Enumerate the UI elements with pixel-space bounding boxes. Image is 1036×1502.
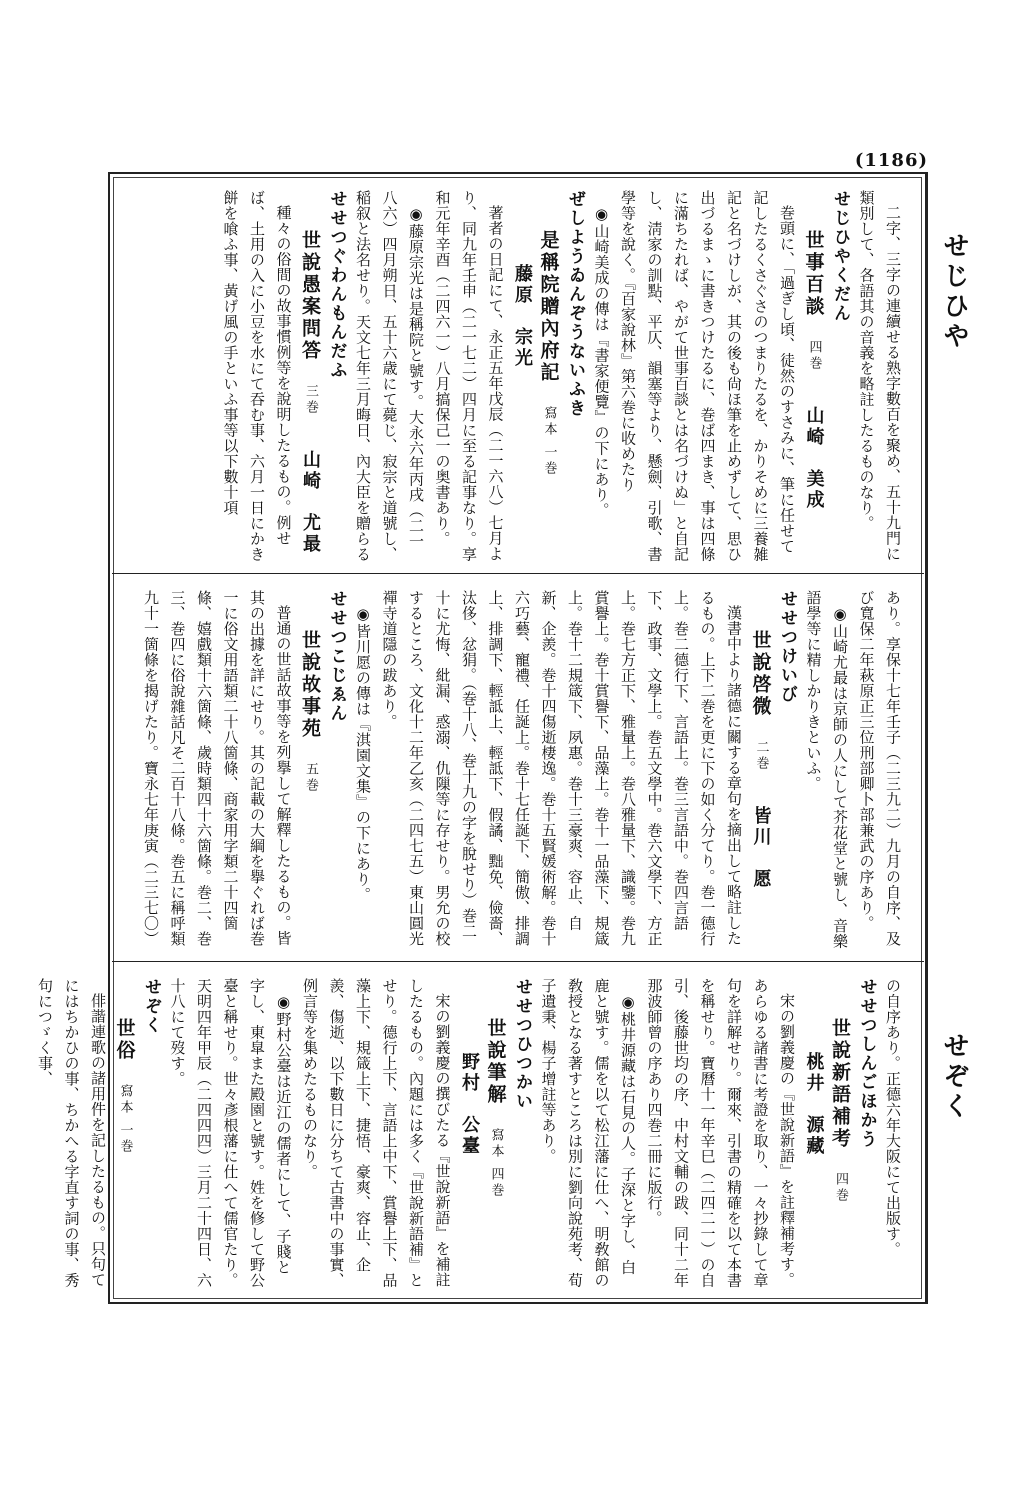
page-number: (1186) <box>854 150 928 171</box>
entry-paragraph: 普通の世話故事等を列擧して解釋したるもの。皆其の出據を詳にせり。其の記載の大綱を擧ぐれば巻一に俗文用語類二十八箇條、商家用字類二十四箇條、嬉戲類十六箇條、歲時類四十六箇條。巻二、巻三、巻四に俗說雜話凡そ二百十八條。巻五に稱呼類九十一箇條を揭げたり。寶永七年庚寅（二三七〇） <box>142 590 293 947</box>
tier-upper <box>112 176 924 574</box>
entry-paragraph: の自序あり。正德六年大阪にて出版す。 <box>884 978 902 1257</box>
entry-author: 山崎 美成 <box>803 406 825 511</box>
entry-title <box>297 590 324 951</box>
entry-volume-count: 四巻 <box>833 1172 848 1204</box>
entry-paragraph: 巻頭に、「過ぎし頃、徒然のすさみに、筆に任せて記したるくさぐさのつまりたるを、かりそめに三養雑記と名づけしが、其の後も尙ほ筆を止めずして、思ひ出づるまゝに書きつけたるに、巻ば四まき、事は四條に滿ちたれば、やがて世事百談とは名づけぬ」と自記し、淸家の訓點、平仄、韻塞等より、懸劍、引歌、書學等を說く。『百家說林』第六巻に收めたり <box>619 190 796 562</box>
entry-paragraph: 俳諧連歌の諸用件を記したるもの。只句てにはちかひの事、ちかへる字直す詞の事、秀句につゞく事、 <box>36 978 107 1288</box>
entry-title-text: 世說故事苑 <box>299 630 321 740</box>
entry-paragraph: ◉山崎美成の傳は『書家便覽』の下にあり。 <box>592 205 611 518</box>
entry-title-text: 是稱院贈內府記 <box>537 230 560 384</box>
running-head-top: せじひや <box>939 232 969 352</box>
entry-paragraph: ◉山崎尤最は京師の人にして芥花堂と號し、音樂語學等に精しかりきといふ。 <box>804 590 849 949</box>
entry-paragraph: 宋の劉義慶の『世說新語』を註釋補考す。あらゆる諸書に考證を取り、一々抄錄して章句を詳解せり。爾來、引書の精確を以て本書を稱せり。寶曆十一年辛巳（二四二一）の自引、後藤世均の序、中村文輔の跋、同十二年那波師曾の序あり四巻二冊に版行。 <box>645 978 796 1288</box>
entry-volume-count: 寫本 四巻 <box>488 1128 504 1200</box>
running-head-bottom: せぞく <box>939 1032 969 1122</box>
tier-lower-text <box>36 964 924 1300</box>
entry-title <box>456 978 509 1290</box>
entry-headword: せじひやくだん <box>830 190 850 323</box>
entry-author: 山崎 尤最 <box>300 450 321 555</box>
entry-title <box>509 190 562 563</box>
entry-volume-count: 三巻 <box>303 384 318 416</box>
entry-headword: ぜしようゐんぞうないふき <box>565 190 585 418</box>
entry-headword: せせつぐわんもんだふ <box>326 190 347 380</box>
tier-middle <box>112 576 924 962</box>
tier-middle-text <box>112 576 924 961</box>
entry-paragraph: あり。享保十七年壬子（二三九二）九月の自序、及び寬保二年萩原正三位刑部卿卜部兼武の序あり。 <box>857 590 902 947</box>
entry-title <box>297 190 324 563</box>
entry-title-text: 世說新語補考 <box>829 1018 851 1150</box>
entry-title <box>800 978 853 1290</box>
entry-headword: せせつひつかい <box>512 978 532 1111</box>
entry-title-text: 世俗 <box>113 1018 136 1062</box>
entry-paragraph: 漢書中より諸德に關する章句を摘出して略註したるもの。上下二巻を更に下の如く分てり。巻一德行上。巻二德行下、言語上。巻三言語中。巻四言語下、政事、文學上。巻五文學中。巻六文學下、方正上。巻七方正下、雅量上。巻八雅量下、識鑒。巻九賞譽上。巻十賞譽下、品藻上。巻十一品藻下、規箴上。巻十二規箴下、夙惠。巻十三豪爽、容止、自新、企羨。巻十四傷逝棲逸。巻十五賢媛術解。巻十六巧藝、寵禮、任誕上。巻十七任誕下、簡傲、排調上、排調下、輕詆上、輕詆下、假譎、黜免、儉嗇、汰侈、忿狷。（巻十八、巻十九の字を脫せり）巻二十に尤悔、紕漏、惑溺、仇隟等に存せり。男允の校するところ、文化十二年乙亥（二四七五）東山圓光禪寺道隱の跋あり。 <box>380 590 743 947</box>
entry-title-text: 世說愚案問答 <box>299 230 321 362</box>
entry-title-text: 世說啓微 <box>749 630 772 718</box>
entry-paragraph: ◉藤原宗光は是稱院と號す。大永六年丙戌（二一八六）四月朔日、五十六歳にて薨じ、寂宗と道號し、稲叙と法名せり。天文七年三月晦日、內大臣を贈らる <box>354 190 425 562</box>
entry-title <box>747 590 774 951</box>
entry-paragraph: 種々の俗間の故事慣例等を說明したるもの。例せば、土用の入に小豆を水にて吞む事、六月一日にかき餅を喰ふ事、黃げ風の手といふ事等以下數十項 <box>221 190 293 562</box>
entry-headword: せぞく <box>141 978 161 1035</box>
entry-title-text: 世事百談 <box>802 230 825 318</box>
entry-volume-count: 四巻 <box>806 340 822 372</box>
entry-title <box>111 978 138 1290</box>
entry-title <box>800 190 827 563</box>
entry-paragraph: ◉野村公臺は近江の儒者にして、子賤と字し、東皐また殿園と號す。姓を修して野公臺と稱せり。世々彥根藩に仕へて儒官たり。天明四年甲辰（二四四四）三月二十四日、六十八にて歿す。 <box>168 978 293 1288</box>
entry-volume-count: 五巻 <box>303 762 318 794</box>
entry-paragraph: ◉皆川愿の傳は『淇園文集』の下にあり。 <box>354 605 372 903</box>
entry-paragraph: 二字、三字の連續せる熟字數百を聚め、五十九門に類別して、各語其の音義を略註したるものなり。 <box>857 190 902 562</box>
entry-title-text: 世說筆解 <box>484 1018 507 1106</box>
entry-headword: せせつこじゑん <box>326 590 347 723</box>
entry-author: 桃井 源藏 <box>803 1052 825 1157</box>
entry-paragraph: 宋の劉義慶の撰びたる『世說新語』を補註したるもの。內題には多く『世說新語補』とせり。德行上下、言語上中下、賞譽上下、品藻上下、規箴上下、捷悟、豪爽、容止、企羨、傷逝、以下數日に分ちて古書中の事實、例言等を集めたるものなり。 <box>301 978 452 1288</box>
entry-volume-count: 寫本 一巻 <box>541 406 557 478</box>
tier-lower <box>36 964 924 1300</box>
entry-author: 野村 公臺 <box>459 1052 480 1157</box>
entry-paragraph: 著者の日記にて、永正五年戊辰（二一六八）七月より、同九年壬申（二一七二）四月に至る記事なり。享和元年辛酉（二四六一）八月搞保己一の奥書あり。 <box>433 190 505 562</box>
entry-author: 皆川 愿 <box>750 806 772 890</box>
entry-headword: せせつけいび <box>777 590 797 704</box>
tier-upper-text <box>112 176 924 573</box>
entry-author: 藤原 宗光 <box>512 264 533 369</box>
entry-headword: せせつしんごほかう <box>856 978 877 1149</box>
entry-volume-count: 二巻 <box>753 740 769 772</box>
entry-paragraph: ◉桃井源藏は石見の人。子深と字し、白鹿と號す。儒を以て松江藩に仕へ、明敎館の敎授となる著すところは別に劉向說苑考、荀子遺秉、楊子增註等あり。 <box>539 978 637 1288</box>
entry-volume-count: 寫本 一巻 <box>117 1084 133 1156</box>
